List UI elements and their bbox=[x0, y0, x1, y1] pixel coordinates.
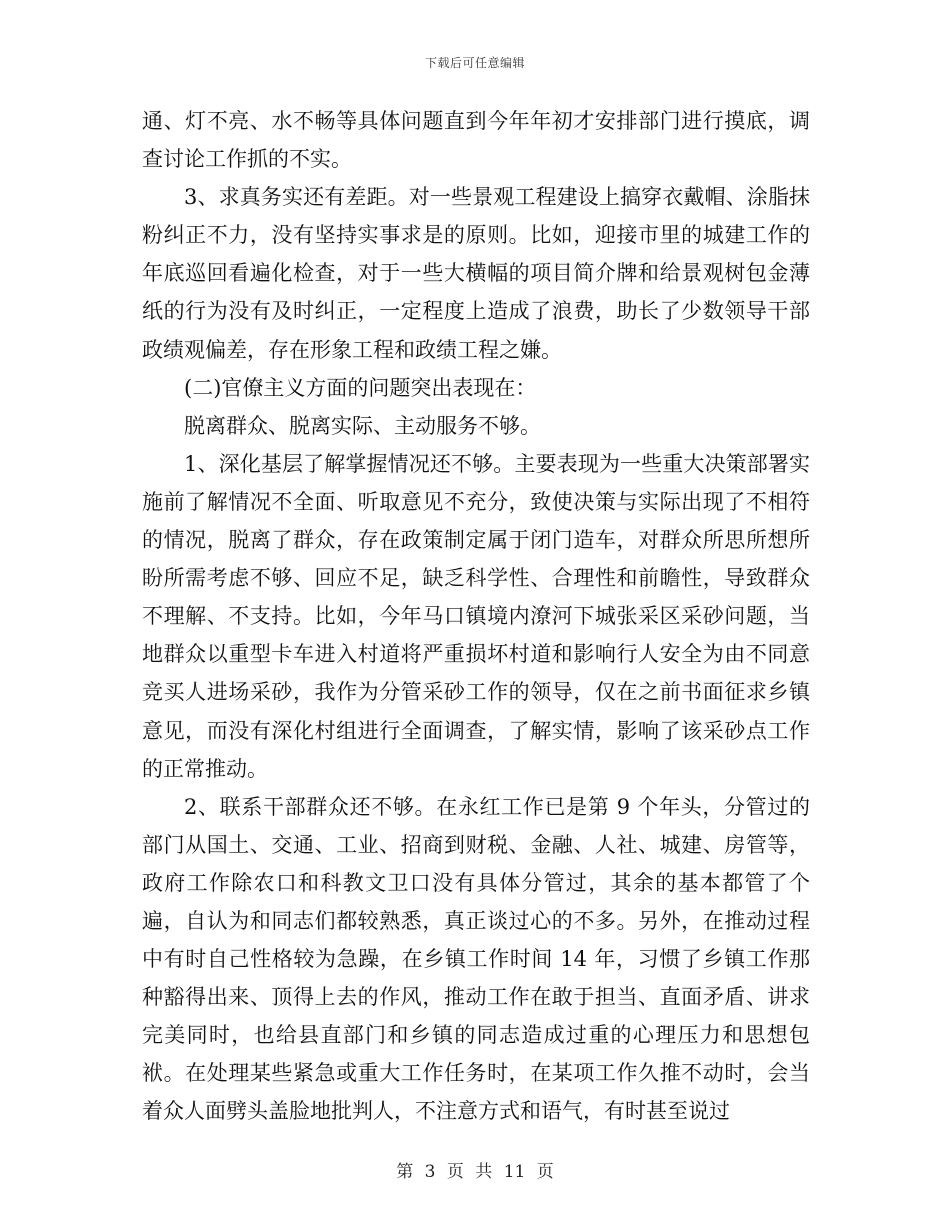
paragraph: 2、联系干部群众还不够。在永红工作已是第 9 个年头，分管过的部门从国土、交通、工业、招商到财税、金融、人社、城建、房管等，政府工作除农口和科教文卫口没有具体分管过，其余的基本都管了个遍，自认为和同志们都较熟悉，真正谈过心的不多。另外，在推动过程中有时自己性格较为急躁，在乡镇工作时间 14 年，习惯了乡镇工作那种豁得出来、顶得上去的作风，推动工作在敢于担当、直面矛盾、讲求完美同时，也给县直部门和乡镇的同志造成过重的心理压力和思想包袱。在处理某些紧急或重大工作任务时，在某项工作久推不动时，会当着众人面劈头盖脸地批判人，不注意方式和语气，有时甚至说过 bbox=[142, 794, 810, 1124]
page-header-note: 下载后可任意编辑 bbox=[424, 56, 525, 70]
section-heading: (二)官僚主义方面的问题突出表现在： bbox=[184, 375, 537, 400]
page-number-footer: 第 3 页 共 11 页 bbox=[396, 1162, 554, 1182]
document-body bbox=[142, 102, 810, 1131]
paragraph: 1、深化基层了解掌握情况还不够。主要表现为一些重大决策部署实施前了解情况不全面、听取意见不充分，致使决策与实际出现了不相符的情况，脱离了群众，存在政策制定属于闭门造车，对群众所思所想所盼所需考虑不够、回应不足，缺乏科学性、合理性和前瞻性，导致群众不理解、不支持。比如，今年马口镇境内潦河下城张采区采砂问题，当地群众以重型卡车进入村道将严重损坏村道和影响行人安全为由不同意竞买人进场采砂，我作为分管采砂工作的领导，仅在之前书面征求乡镇意见，而没有深化村组进行全面调查，了解实情，影响了该采砂点工作的正常推动。 bbox=[142, 451, 810, 781]
paragraph: 脱离群众、脱离实际、主动服务不够。 bbox=[184, 413, 541, 438]
paragraph: 通、灯不亮、水不畅等具体问题直到今年年初才安排部门进行摸底，调查讨论工作抓的不实。 bbox=[142, 109, 810, 172]
paragraph: 3、求真务实还有差距。对一些景观工程建设上搞穿衣戴帽、涂脂抹粉纠正不力，没有坚持实事求是的原则。比如，迎接市里的城建工作的年底巡回看遍化检查，对于一些大横幅的项目简介牌和给景观树包金薄纸的行为没有及时纠正，一定程度上造成了浪费，助长了少数领导干部政绩观偏差，存在形象工程和政绩工程之嫌。 bbox=[142, 185, 810, 362]
